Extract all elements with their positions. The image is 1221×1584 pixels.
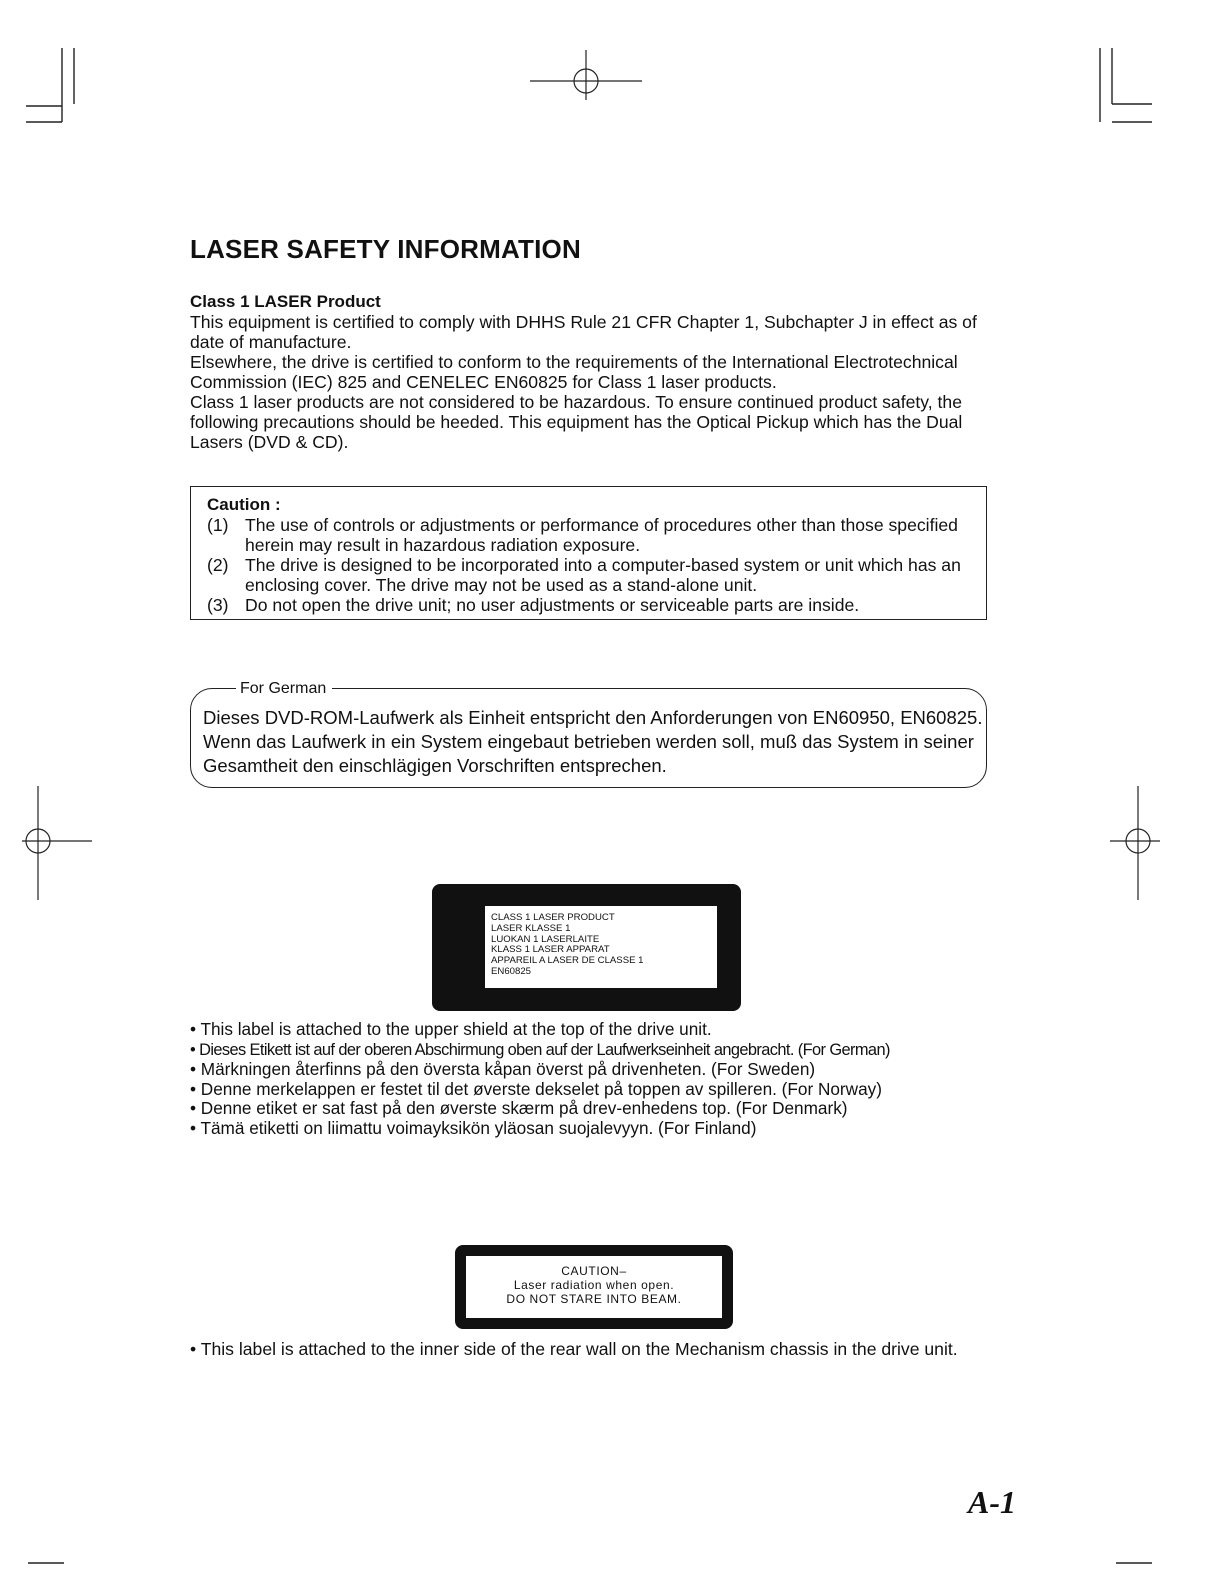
intro-paragraph: This equipment is certified to comply with DHHS Rule 21 CFR Chapter 1, Subchapter J in effect as of date of manufacture. (190, 312, 977, 352)
intro-section (190, 292, 990, 452)
label-2-note: • This label is attached to the inner side of the rear wall on the Mechanism chassis in the drive unit. (190, 1339, 958, 1359)
caution-item (207, 515, 970, 555)
list-item-text: • Dieses Etikett ist auf der oberen Abschirmung oben auf der Laufwerkseinheit angebracht. (For German) (190, 1040, 890, 1059)
list-item (190, 1040, 990, 1061)
german-note-label: For German (236, 680, 332, 698)
caution-box (190, 486, 987, 620)
class-1-laser-label-text (485, 906, 717, 988)
label-line: EN60825 (491, 965, 532, 977)
caution-item (207, 555, 970, 595)
list-item: • Tämä etiketti on liimattu voimayksikön yläosan suojalevyyn. (For Finland) (190, 1117, 757, 1138)
label-line: Laser radiation when open. (513, 1278, 675, 1292)
caution-item-text: The use of controls or adjustments or performance of procedures other than those specified herein may result in hazardous radiation exposure. (245, 515, 958, 555)
caution-item-text: Do not open the drive unit; no user adjustments or serviceable parts are inside. (245, 595, 860, 615)
intro-paragraph: Elsewhere, the drive is certified to conform to the requirements of the International Electrotechnical Commission (IEC) 825 and CENELEC EN60825 for Class 1 laser products. (190, 352, 958, 392)
crop-mark-bottom-left (28, 1558, 68, 1568)
german-note-text: Dieses DVD-ROM-Laufwerk als Einheit entspricht den Anforderungen von EN60950, EN60825. Wenn das Laufwerk in ein System eingebaut betrieben werden soll, muß das System in seiner Gesamtheit den einschlägigen Vorschriften entsprechen. (203, 707, 983, 776)
label-line: LASER KLASSE 1 (491, 922, 571, 934)
label-line: CLASS 1 LASER PRODUCT (491, 912, 615, 923)
caution-item-number: (3) (207, 595, 229, 615)
label-line: DO NOT STARE INTO BEAM. (506, 1292, 682, 1306)
registration-mark-right (1110, 786, 1160, 900)
list-item: • This label is attached to the upper shield at the top of the drive unit. (190, 1019, 712, 1039)
caution-item-number: (1) (207, 515, 229, 535)
caution-item-number: (2) (207, 555, 229, 575)
label-line: CAUTION– (561, 1264, 627, 1278)
caution-item (207, 595, 970, 615)
label-line: APPAREIL A LASER DE CLASSE 1 (491, 955, 644, 967)
class-1-subheading: Class 1 LASER Product (190, 292, 381, 311)
caution-laser-label-text (466, 1256, 722, 1318)
label-line: LUOKAN 1 LASERLAITE (491, 933, 600, 945)
label-line: KLASS 1 LASER APPARAT (491, 944, 610, 956)
crop-mark-top-right (1094, 48, 1156, 128)
registration-mark-top (530, 50, 642, 100)
intro-paragraph: Class 1 laser products are not considered to be hazardous. To ensure continued product safety, the following precautions should be heeded. This equipment has the Optical Pickup which has the Dual Lasers (DVD & CD). (190, 392, 963, 452)
page-number: A-1 (968, 1484, 1016, 1520)
registration-mark-left (22, 786, 92, 900)
list-item: • Denne merkelappen er festet til det øverste dekselet på toppen av spilleren. (For Norway) (190, 1078, 882, 1099)
caution-list (207, 515, 970, 615)
caution-heading: Caution : (207, 495, 281, 514)
list-item: • Märkningen återfinns på den översta kåpan överst på drivenheten. (For Sweden) (190, 1059, 816, 1080)
list-item: • Denne etiket er sat fast på den øverste skærm på drev-enhedens top. (For Denmark) (190, 1098, 848, 1119)
caution-item-text: The drive is designed to be incorporated into a computer-based system or unit which has an enclosing cover. The drive may not be used as a stand-alone unit. (245, 555, 961, 595)
crop-mark-bottom-right (1114, 1558, 1154, 1568)
page-title: LASER SAFETY INFORMATION (190, 234, 581, 264)
label-1-notes (190, 1020, 990, 1139)
crop-mark-top-left (26, 48, 86, 128)
